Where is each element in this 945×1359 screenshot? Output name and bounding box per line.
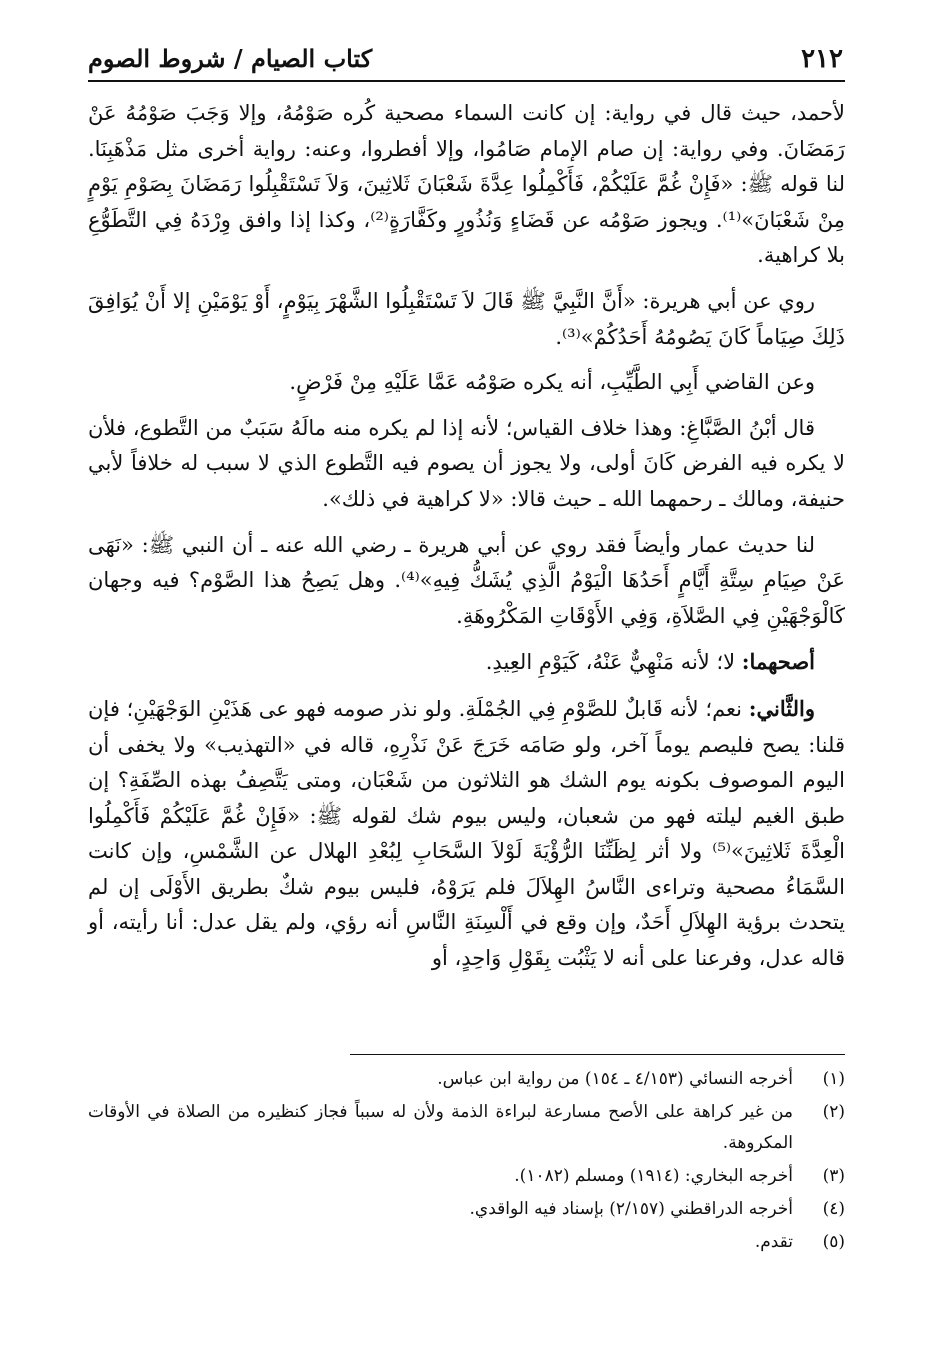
paragraph <box>88 691 845 977</box>
footnote-text: أخرجه الدراقطني (٢/١٥٧) بإسناد فيه الواقدي. <box>469 1199 793 1219</box>
footnotes <box>88 1064 845 1260</box>
paragraph-text: لا؛ لأنه مَنْهِيٌّ عَنْهُ، كَيَوْمِ العِيدِ. <box>485 650 742 675</box>
footnote-number: (٢) <box>822 1102 845 1122</box>
paragraph-text: لأحمد، حيث قال في رواية: إن كانت السماء مصحية كُره صَوْمُهُ، وإلا وَجَبَ صَوْمُهُ عَنْ رَمَضَانَ. وفي رواية: إن صام الإمام صَامُوا، وإلا أفطروا، وعنه: رواية أخرى مثل مَذْهَبِنَا. لنا قوله ﷺ: «فَإِنْ غُمَّ عَلَيْكُمْ، فَأَكْمِلُوا عِدَّةَ شَعْبَانَ ثَلاثِينَ، وَلاَ تَسْتَقْبِلُوا رَمَضَانَ بِصَوْمِ يَوْمٍ مِنْ شَعْبَانَ»⁽¹⁾. ويجوز صَوْمُه عن قَضَاءٍ وَنُذُورٍ وكَفَّارَةٍ⁽²⁾، وكذا إذا وافق وِرْدَهُ فِي التَّطَوُّعِ بلا كراهية. <box>88 101 845 268</box>
footnote-text: أخرجه البخاري: (١٩١٤) ومسلم (١٠٨٢). <box>514 1166 793 1186</box>
footnote-number: (٤) <box>822 1199 845 1219</box>
footnote-number: (١) <box>822 1069 845 1089</box>
running-title: كتاب الصيام / شروط الصوم <box>88 44 373 73</box>
footnote <box>88 1161 845 1192</box>
page-header <box>88 38 843 78</box>
paragraph-lead: أصحهما: <box>741 649 815 675</box>
footnote-number: (٥) <box>822 1232 845 1252</box>
paragraph-text: نعم؛ لأنه قَابلٌ للصَّوْمِ فِي الجُمْلَةِ. ولو نذر صومه فهو عى هَذَيْنِ الوَجْهَيْنِ؛ فإن قلنا: يصح فليصم يوماً آخر، ولو صَامَه خَرَجَ عَنْ نَذْرِهِ، قاله في «التهذيب» ولا يخفى أن اليوم الموصوف بكونه يوم الشك هو الثلاثون من شَعْبَان، ومتى يَتَّصِفُ بهذه الصِّفَةِ؟ إن طبق الغيم ليلته فهو من شعبان، وليس بيوم شك لقوله ﷺ: «فَإِنْ غُمَّ عَلَيْكُمْ فَأَكْمِلُوا الْعِدَّةَ ثَلاثِينَ»⁽⁵⁾ ولا أثر لِظَنِّنَا الرُّؤْيَةَ لَوْلاَ السَّحَابِ لِبُعْدِ الهلال عن الشَّمْسِ، وإن كانت السَّمَاءُ مصحية وتراءى النَّاسُ الهِلاَلَ فلم يَرَوْهُ، فليس بيوم شكٌ بطريق الأَوْلَى إن لم يتحدث برؤية الهِلاَلِ أَحَدٌ، وإن وقع في أَلْسِنَةِ النَّاسِ أنه رؤي، ولم يقل عدل: أنا رأيته، أو قاله عدل، وفرعنا على أنه لا يَثْبُت بِقَوْلِ وَاحِدٍ، أو <box>88 696 845 971</box>
paragraph-text: وعن القاضي أَبِي الطَّيِّبِ، أنه يكره صَوْمُه عَمَّا عَلَيْهِ مِنْ فَرْضٍ. <box>289 370 815 395</box>
paragraph <box>88 284 845 355</box>
paragraph-text: قال أبْنُ الصَّبَّاغِ: وهذا خلاف القياس؛ لأنه إذا لم يكره منه مالَهُ سَبَبٌ من التَّطوع، فلأن لا يكره فيه الفرض كَانَ أولى، ولا يجوز أن يصوم فيه التَّطوع الذي لا سبب له خلافاً لأبي حنيفة، ومالك ـ رحمهما الله ـ حيث قالا: «لا كراهية في ذلك». <box>88 415 845 511</box>
footnote-text: تقدم. <box>754 1232 793 1252</box>
page-number: ٢١٢ <box>801 44 843 74</box>
footnote-number: (٣) <box>822 1166 845 1186</box>
paragraph <box>88 411 845 518</box>
header-rule <box>88 80 845 82</box>
paragraph <box>88 644 845 681</box>
footnote-text: أخرجه النسائي (٤/١٥٣ ـ ١٥٤) من رواية ابن عباس. <box>437 1069 793 1089</box>
footnote <box>88 1064 845 1095</box>
paragraph-text: روي عن أبي هريرة: «أَنَّ النَّبِيَّ ﷺ قَالَ لاَ تَسْتَقْبِلُوا الشَّهْرَ بِيَوْمٍ، أَوْ يَوْمَيْنِ إلا أَنْ يُوَافِقَ ذَلِكَ صِيَاماً كَانَ يَصُومُهُ أَحَدُكُمْ»⁽³⁾. <box>88 288 845 349</box>
paragraph <box>88 528 845 635</box>
footnote <box>88 1097 845 1159</box>
footnote <box>88 1227 845 1258</box>
footnote-rule <box>350 1054 845 1055</box>
footnote-text: من غير كراهة على الأصح مسارعة لبراءة الذمة ولأن له سبباً فجاز كنظيره من الصلاة في الأوقات المكروهة. <box>88 1102 793 1153</box>
paragraph-lead: والثَّاني: <box>748 695 815 721</box>
paragraph <box>88 365 845 401</box>
footnote <box>88 1194 845 1225</box>
main-text <box>88 96 845 987</box>
paragraph-text: لنا حديث عمار وأيضاً فقد روي عن أبي هريرة ـ رضي الله عنه ـ أن النبي ﷺ: «نَهَى عَنْ صِيَامِ سِتَّةِ أَيَّامٍ أَحَدُهَا الْيَوْمُ الَّذِي يُشَكُّ فِيهِ»⁽⁴⁾. وهل يَصِحُ هذا الصَّوْم؟ فيه وجهان كَالْوَجْهَيْنِ فِي الصَّلاَةِ، وَفِي الأَوْقَاتِ المَكْرُوهَةِ. <box>88 532 845 628</box>
paragraph <box>88 96 845 274</box>
